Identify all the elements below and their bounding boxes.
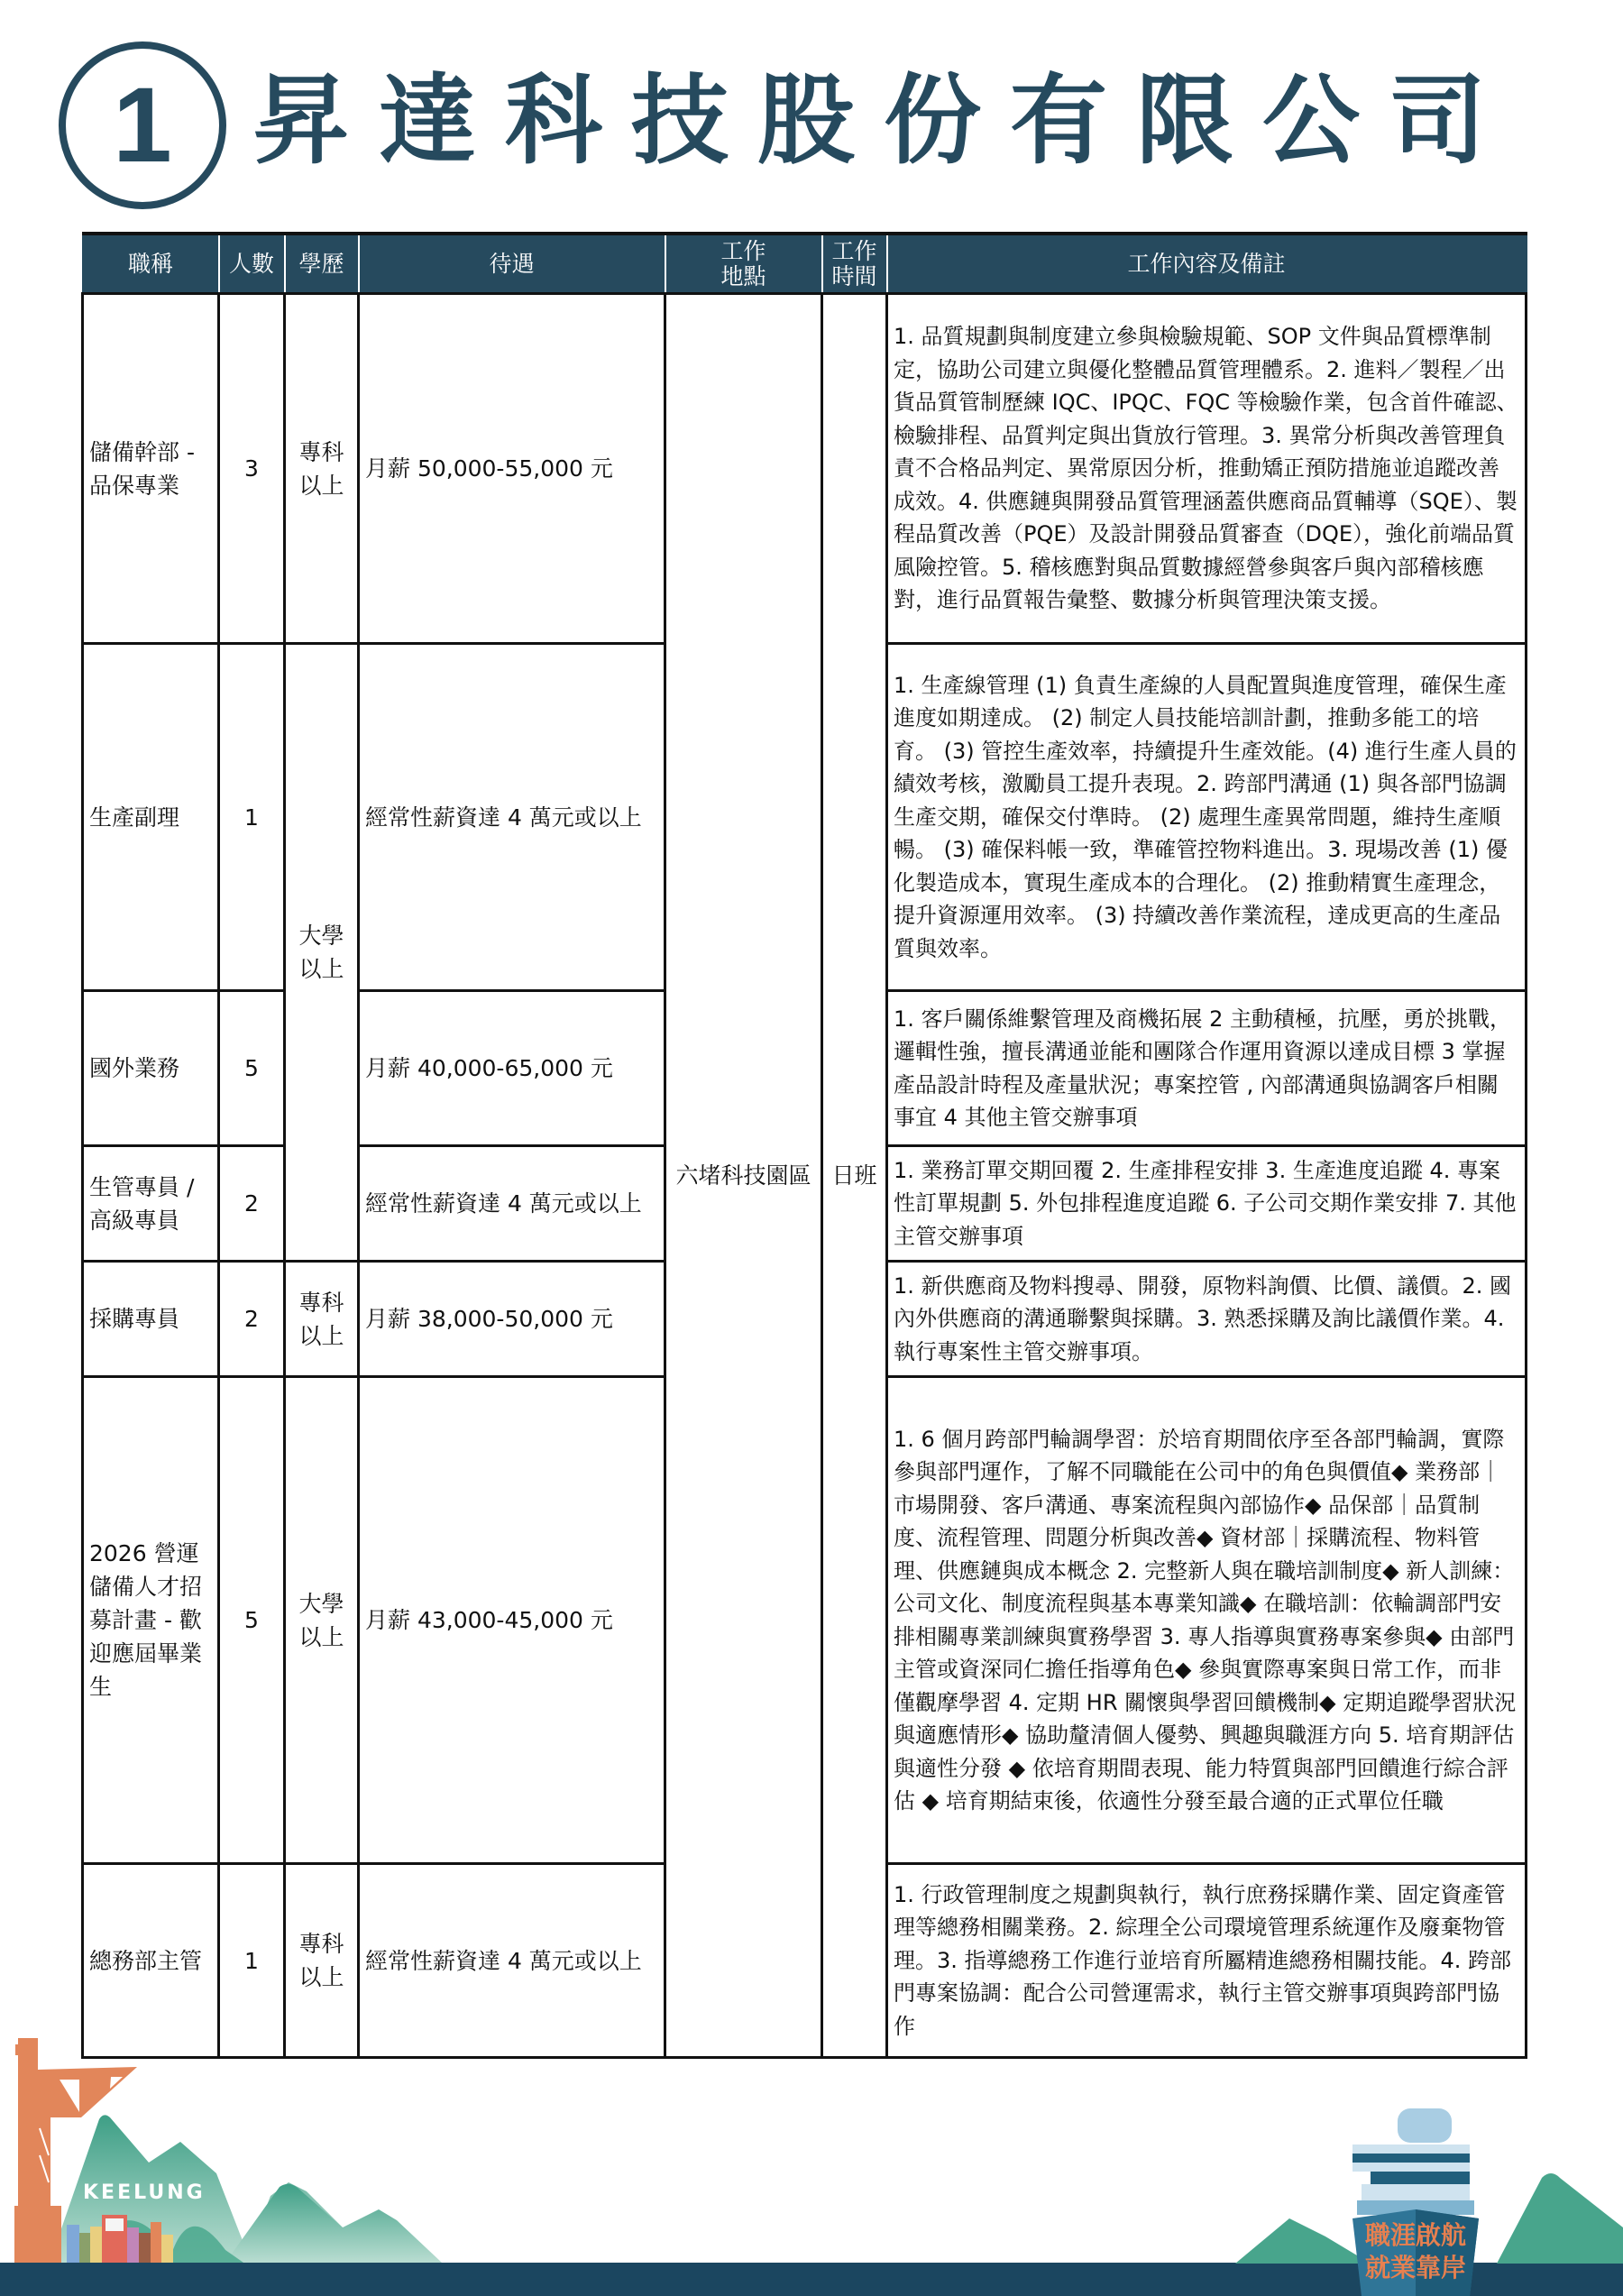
job-salary: 月薪 43,000-45,000 元 xyxy=(359,1377,665,1864)
job-salary: 月薪 40,000-65,000 元 xyxy=(359,991,665,1146)
header-description: 工作內容及備註 xyxy=(887,234,1527,294)
header-title: 職稱 xyxy=(83,234,219,294)
job-title: 總務部主管 xyxy=(83,1864,219,2058)
job-count: 2 xyxy=(219,1146,285,1262)
slogan-line2: 就業靠岸 xyxy=(1364,2253,1467,2282)
job-count: 1 xyxy=(219,644,285,991)
job-education: 大學以上 xyxy=(285,1377,359,1864)
header-count: 人數 xyxy=(219,234,285,294)
job-location: 六堵科技園區 xyxy=(665,294,822,2058)
header-hours xyxy=(822,234,887,294)
job-salary: 月薪 38,000-50,000 元 xyxy=(359,1262,665,1377)
job-education: 大學以上 xyxy=(285,644,359,1262)
job-title: 生產副理 xyxy=(83,644,219,991)
job-count: 5 xyxy=(219,1377,285,1864)
job-salary: 經常性薪資達 4 萬元或以上 xyxy=(359,1864,665,2058)
table-header-row xyxy=(83,234,1527,294)
job-count: 5 xyxy=(219,991,285,1146)
job-title: 採購專員 xyxy=(83,1262,219,1377)
job-description: 1. 客戶關係維繫管理及商機拓展 2 主動積極，抗壓，勇於挑戰，邏輯性強，擅長溝通並能和團隊合作運用資源以達成目標 3 掌握產品設計時程及產量狀況；專案控管 , 內部溝通與協調客戶相關事宜 4 其他主管交辦事項 xyxy=(887,991,1527,1146)
header-location-text: 工作地點 xyxy=(720,237,766,289)
job-salary: 月薪 50,000-55,000 元 xyxy=(359,294,665,644)
job-title: 2026 營運儲備人才招募計畫 - 歡迎應屆畢業生 xyxy=(83,1377,219,1864)
job-description: 1. 新供應商及物料搜尋、開發，原物料詢價、比價、議價。2. 國內外供應商的溝通聯繫與採購。3. 熟悉採購及詢比議價作業。4. 執行專案性主管交辦事項。 xyxy=(887,1262,1527,1377)
job-description: 1. 生產線管理 (1) 負責生產線的人員配置與進度管理，確保生產進度如期達成。 (2) 制定人員技能培訓計劃，推動多能工的培育。 (3) 管控生產效率，持續提升生產效能。(4) 進行生產人員的績效考核，激勵員工提升表現。2. 跨部門溝通 (1) 與各部門協調生產交期，確保交付準時。 (2) 處理生產異常問題，維持生產順暢。 (3) 確保料帳一致，準確管控物料進出。3. 現場改善 (1) 優化製造成本，實現生產成本的合理化。 (2) 推動精實生產理念，提升資源運用效率。 (3) 持續改善作業流程，達成更高的生產品質與效率。 xyxy=(887,644,1527,991)
header-education: 學歷 xyxy=(285,234,359,294)
job-hours: 日班 xyxy=(822,294,887,2058)
job-count: 3 xyxy=(219,294,285,644)
title-block xyxy=(59,36,1591,207)
city-label: KEELUNG xyxy=(83,2181,206,2204)
job-salary: 經常性薪資達 4 萬元或以上 xyxy=(359,644,665,991)
job-description: 1. 業務訂單交期回覆 2. 生產排程安排 3. 生產進度追蹤 4. 專案性訂單規劃 5. 外包排程進度追蹤 6. 子公司交期作業安排 7. 其他主管交辦事項 xyxy=(887,1146,1527,1262)
job-education: 專科以上 xyxy=(285,294,359,644)
slogan-line1: 職涯啟航 xyxy=(1364,2220,1467,2250)
company-name: 昇達科技股份有限公司 xyxy=(252,65,1516,178)
job-education: 專科以上 xyxy=(285,1262,359,1377)
job-salary: 經常性薪資達 4 萬元或以上 xyxy=(359,1146,665,1262)
job-description: 1. 6 個月跨部門輪調學習：於培育期間依序至各部門輪調，實際參與部門運作，了解不同職能在公司中的角色與價值◆ 業務部｜市場開發、客戶溝通、專案流程與內部協作◆ 品保部｜品質制度、流程管理、問題分析與改善◆ 資材部｜採購流程、物料管理、供應鏈與成本概念 2. 完整新人與在職培訓制度◆ 新人訓練：公司文化、制度流程與基本專業知識◆ 在職培訓：依輪調部門安排相關專業訓練與實務學習 3. 專人指導與實務專案參與◆ 由部門主管或資深同仁擔任指導角色◆ 參與實際專案與日常工作，而非僅觀摩學習 4. 定期 HR 關懷與學習回饋機制◆ 定期追蹤學習狀況與適應情形◆ 協助釐清個人優勢、興趣與職涯方向 5. 培育期評估與適性分發 ◆ 依培育期間表現、能力特質與部門回饋進行綜合評估 ◆ 培育期結束後，依適性分發至最合適的正式單位任職 xyxy=(887,1377,1527,1864)
job-title: 生管專員 / 高級專員 xyxy=(83,1146,219,1262)
job-description: 1. 行政管理制度之規劃與執行，執行庶務採購作業、固定資產管理等總務相關業務。2. 綜理全公司環境管理系統運作及廢棄物管理。3. 指導總務工作進行並培育所屬精進總務相關技能。4. 跨部門專案協調：配合公司營運需求，執行主管交辦事項與跨部門協作 xyxy=(887,1864,1527,2058)
header-hours-text: 工作時間 xyxy=(831,237,877,289)
job-count: 1 xyxy=(219,1864,285,2058)
job-description: 1. 品質規劃與制度建立參與檢驗規範、SOP 文件與品質標準制定，協助公司建立與優化整體品質管理體系。2. 進料／製程／出貨品質管制歷練 IQC、IPQC、FQC 等檢驗作業，包含首件確認、檢驗排程、品質判定與出貨放行管理。3. 異常分析與改善管理負責不合格品判定、異常原因分析，推動矯正預防措施並追蹤改善成效。4. 供應鏈與開發品質管理涵蓋供應商品質輔導（SQE）、製程品質改善（PQE）及設計開發品質審查（DQE），強化前端品質風險控管。5. 稽核應對與品質數據經營參與客戶與內部稽核應對，進行品質報告彙整、數據分析與管理決策支援。 xyxy=(887,294,1527,644)
job-table xyxy=(81,232,1527,2059)
keelung-illustration xyxy=(0,2020,721,2264)
job-education: 專科以上 xyxy=(285,1864,359,2058)
job-count: 2 xyxy=(219,1262,285,1377)
company-number-badge: 1 xyxy=(59,41,226,209)
header-salary: 待遇 xyxy=(359,234,665,294)
job-title: 國外業務 xyxy=(83,991,219,1146)
job-title: 儲備幹部 - 品保專業 xyxy=(83,294,219,644)
table-row xyxy=(83,294,1527,644)
ship-illustration xyxy=(1199,2083,1623,2296)
header-location xyxy=(665,234,822,294)
